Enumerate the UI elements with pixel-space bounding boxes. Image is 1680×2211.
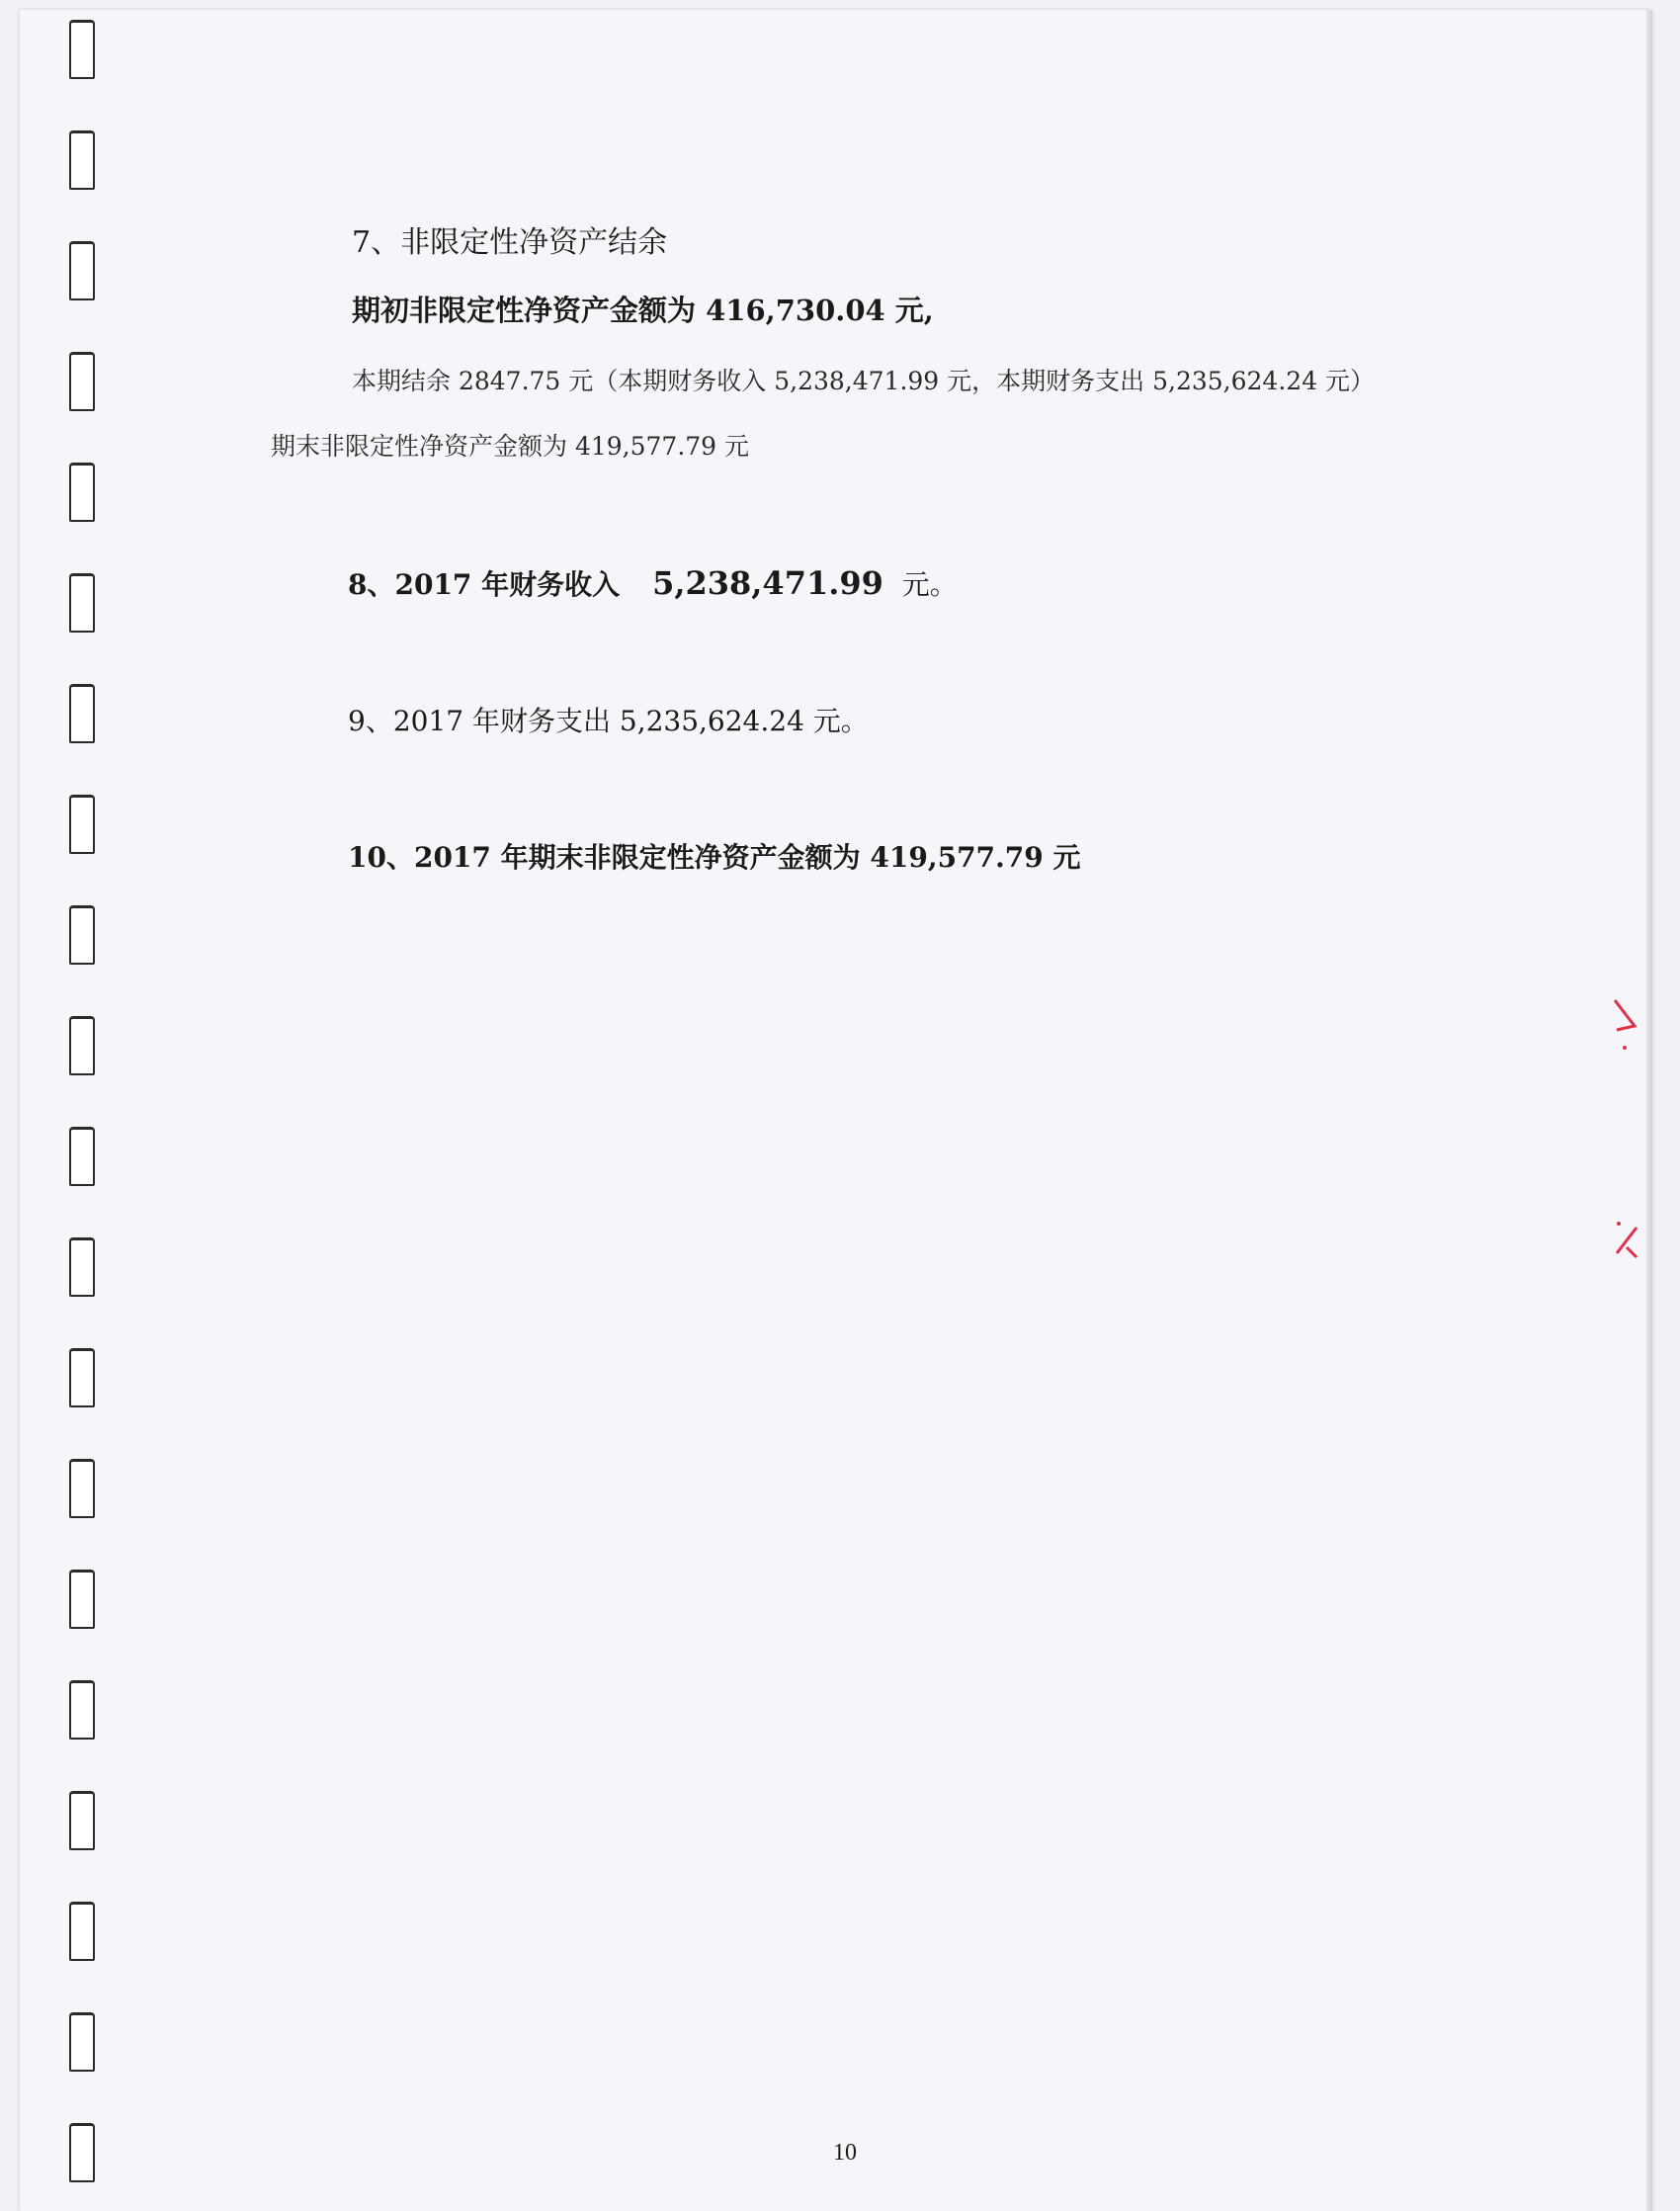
item-8-income: [348, 563, 958, 603]
binding-hole: [69, 573, 95, 633]
binding-hole: [69, 1459, 95, 1518]
binding-hole: [69, 241, 95, 300]
binding-hole: [69, 1791, 95, 1850]
binding-hole: [69, 130, 95, 190]
binding-hole: [69, 2123, 95, 2182]
document-page: [20, 10, 1652, 2211]
page-edge: [1646, 10, 1652, 2211]
binding-hole: [69, 905, 95, 965]
binding-hole: [69, 684, 95, 743]
opening-balance-line: 期初非限定性净资产金额为 416,730.04 元,: [352, 294, 934, 327]
binding-hole: [69, 1680, 95, 1740]
item-8-amount: 5,238,471.99: [652, 564, 883, 602]
binding-holes: [69, 10, 99, 2211]
red-stamp-fragment-icon: [1613, 1218, 1638, 1277]
binding-hole: [69, 1570, 95, 1629]
binding-hole: [69, 1016, 95, 1075]
binding-hole: [69, 1237, 95, 1297]
item-9-expense: 9、2017 年财务支出 5,235,624.24 元。: [348, 705, 869, 737]
item-10-closing: 10、2017 年期末非限定性净资产金额为 419,577.79 元: [348, 841, 1081, 874]
binding-hole: [69, 1127, 95, 1186]
item-8-suffix: 元。: [901, 568, 958, 601]
section-7-heading: 7、非限定性净资产结余: [352, 225, 668, 260]
binding-hole: [69, 20, 95, 79]
period-surplus-line: 本期结余 2847.75 元（本期财务收入 5,238,471.99 元，本期财务支出 5,235,624.24 元）: [352, 367, 1376, 395]
binding-hole: [69, 2012, 95, 2072]
binding-hole: [69, 1902, 95, 1961]
binding-hole: [69, 352, 95, 411]
item-8-prefix: 8、2017 年财务收入: [348, 568, 621, 601]
binding-hole: [69, 1348, 95, 1407]
closing-balance-line: 期末非限定性净资产金额为 419,577.79 元: [271, 432, 750, 461]
red-stamp-fragment-icon: [1613, 998, 1638, 1058]
binding-hole: [69, 463, 95, 522]
page-number: 10: [833, 2140, 857, 2166]
binding-hole: [69, 795, 95, 854]
